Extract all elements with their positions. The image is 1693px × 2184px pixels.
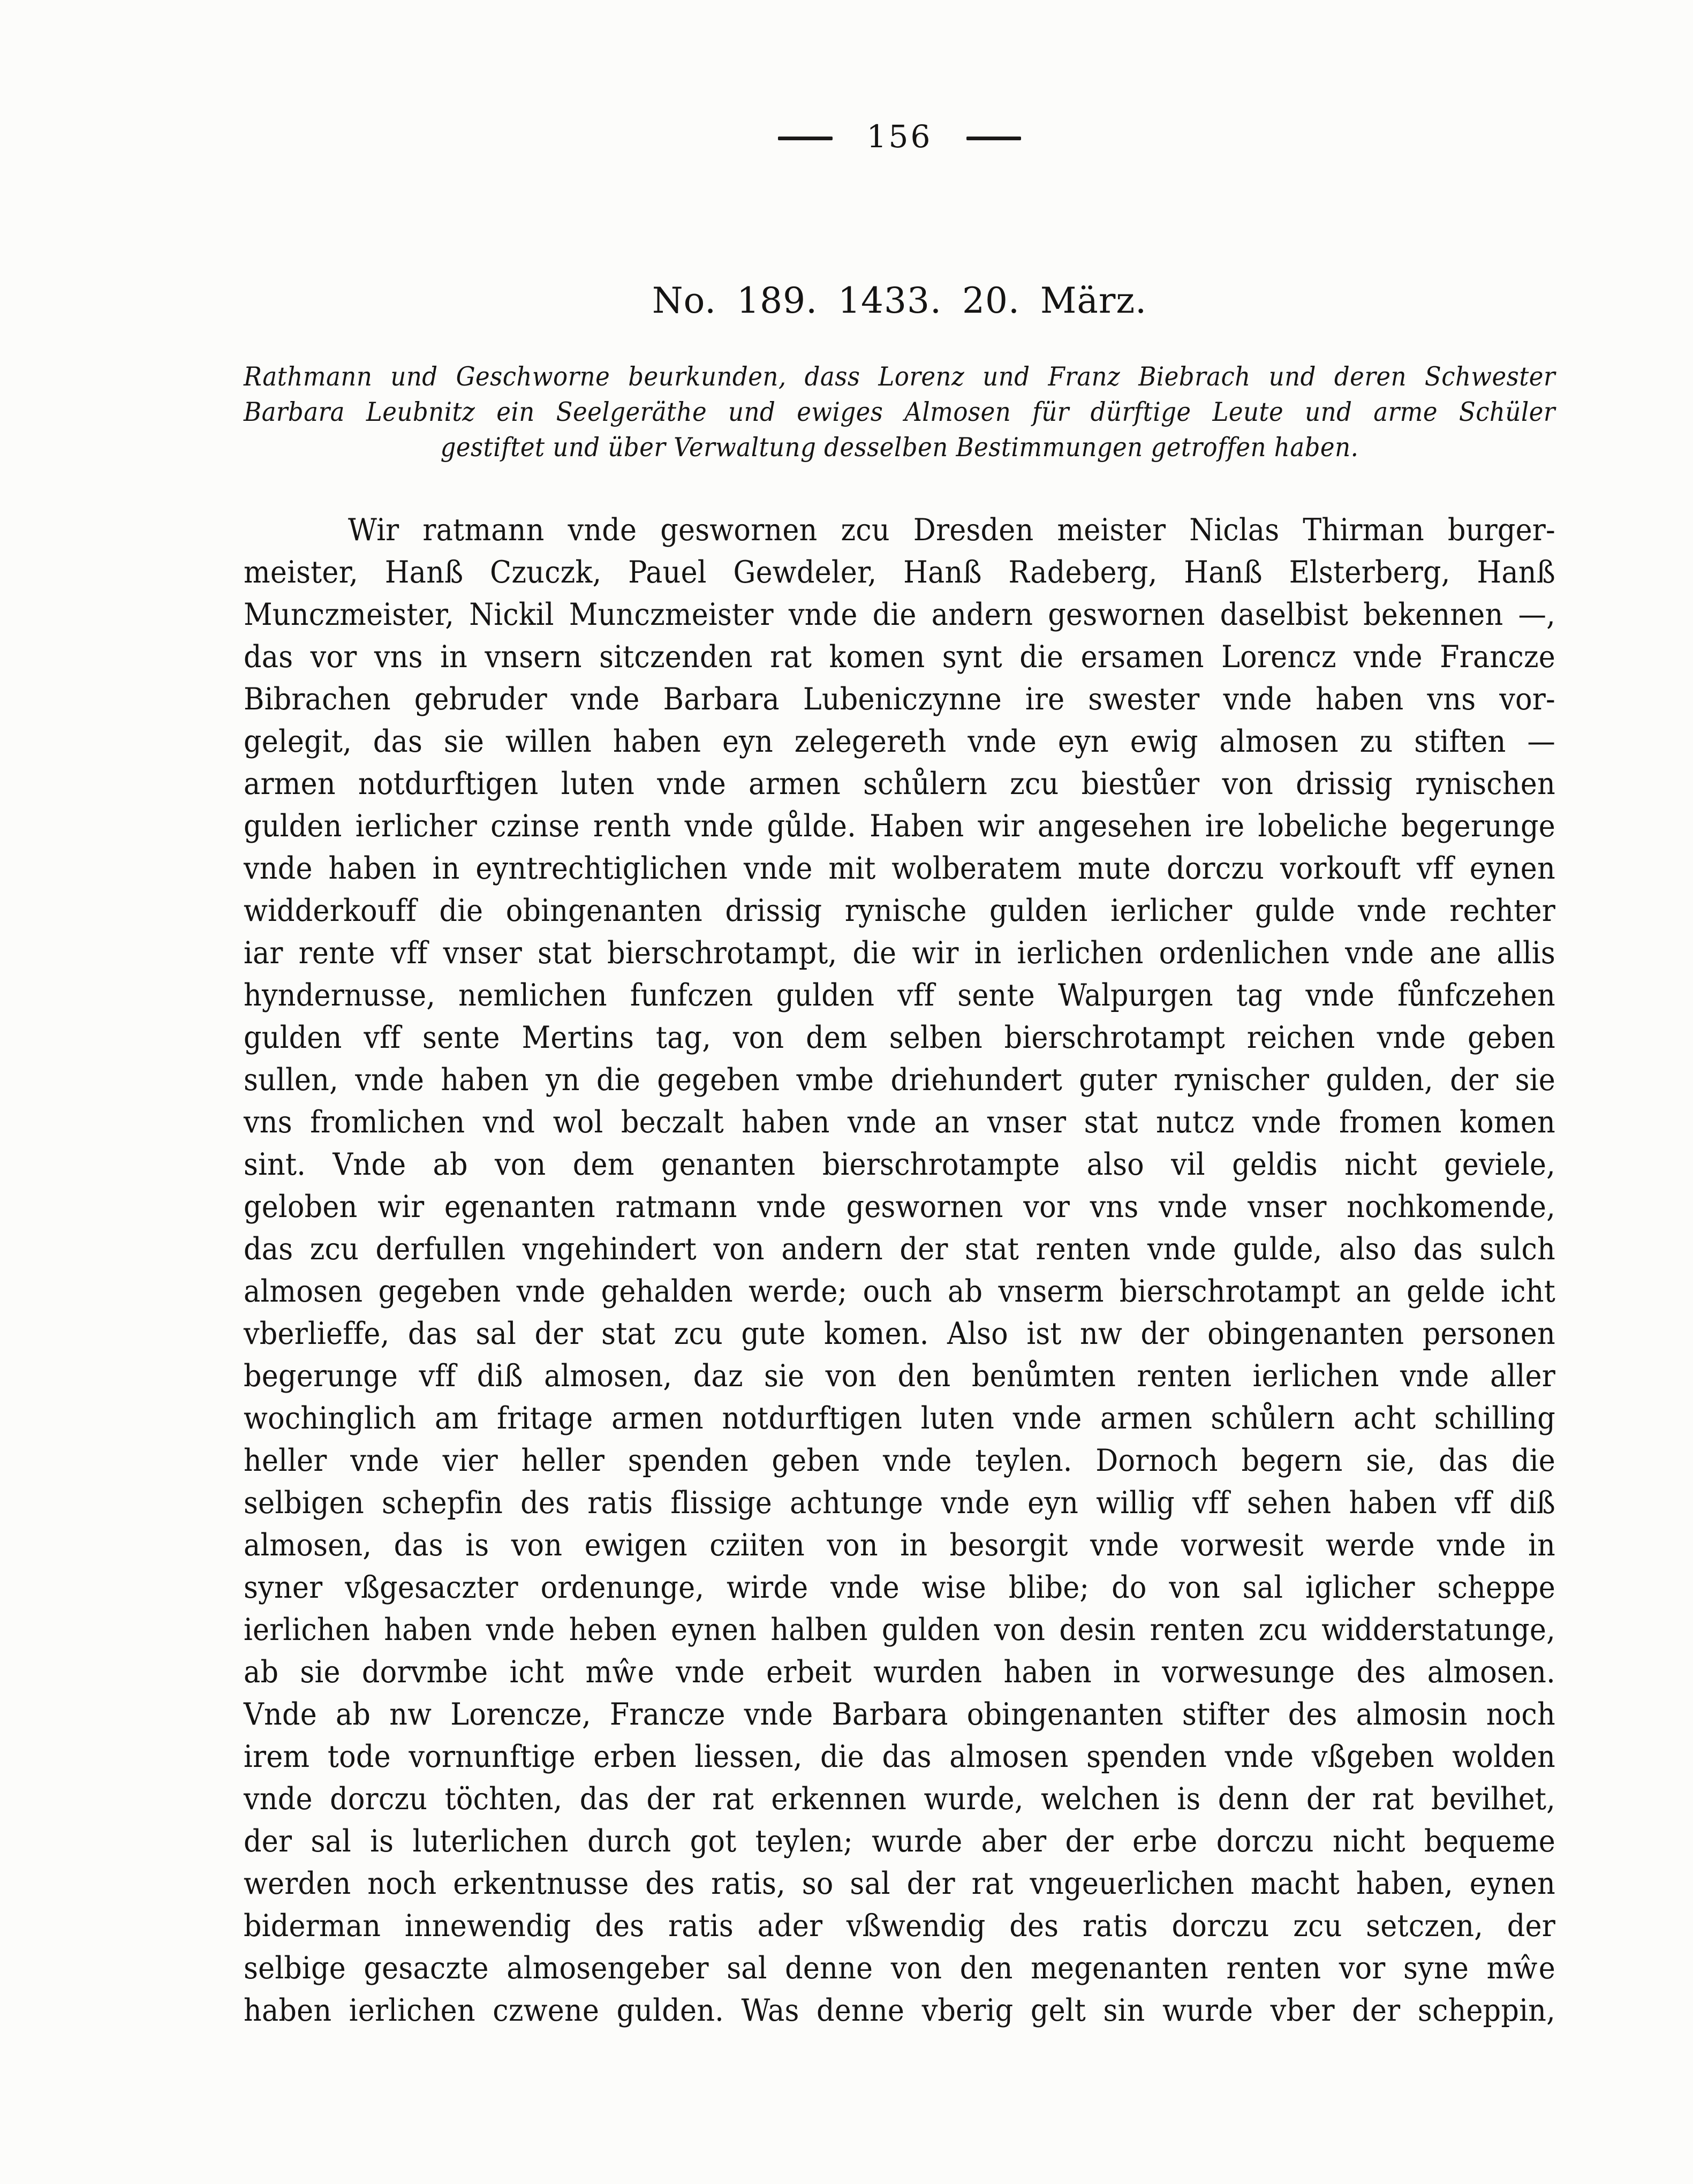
body-line: syner vßgesaczter ordenunge, wirde vnde wise blibe; do von sal iglicher scheppe — [244, 1569, 1555, 1605]
body-line: wochinglich am fritage armen notdurftigen luten vnde armen schůlern acht schilling — [244, 1400, 1555, 1436]
page-number: 156 — [866, 118, 933, 155]
body-line: werden noch erkentnusse des ratis, so sal der rat vngeuerlichen macht haben, eynen — [244, 1865, 1555, 1901]
body-line: ierlichen haben vnde heben eynen halben gulden von desin renten zcu widderstatunge, — [244, 1612, 1555, 1648]
body-line: das zcu derfullen vngehindert von andern der stat renten vnde gulde, also das sulch — [244, 1231, 1555, 1267]
body-text — [244, 509, 1555, 2032]
body-line: hyndernusse, nemlichen funfczen gulden vff sente Walpurgen tag vnde fůnfczehen — [244, 977, 1555, 1013]
body-line: gulden vff sente Mertins tag, von dem selben bierschrotampt reichen vnde geben — [244, 1019, 1555, 1055]
body-line: biderman innewendig des ratis ader vßwendig des ratis dorczu zcu setczen, der — [244, 1908, 1555, 1944]
body-line: almosen gegeben vnde gehalden werde; ouch ab vnserm bierschrotampt an gelde icht — [244, 1273, 1555, 1309]
body-line: begerunge vff diß almosen, daz sie von den benůmten renten ierlichen vnde aller — [244, 1358, 1555, 1394]
body-line: irem tode vornunftige erben liessen, die das almosen spenden vnde vßgeben wolden — [244, 1739, 1555, 1774]
body-line: ab sie dorvmbe icht mŵe vnde erbeit wurden haben in vorwesunge des almosen. — [244, 1654, 1555, 1690]
body-line: gelegit, das sie willen haben eyn zelegereth vnde eyn ewig almosen zu stiften — — [244, 723, 1555, 759]
body-line: sullen, vnde haben yn die gegeben vmbe driehundert guter rynischer gulden, der sie — [244, 1062, 1555, 1098]
body-line: Munczmeister, Nickil Munczmeister vnde die andern geswornen daselbist bekennen —, — [244, 596, 1555, 632]
body-line: meister, Hanß Czuczk, Pauel Gewdeler, Hanß Radeberg, Hanß Elsterberg, Hanß — [244, 554, 1555, 590]
body-line: geloben wir egenanten ratmann vnde geswornen vor vns vnde vnser nochkomende, — [244, 1189, 1555, 1225]
body-line: selbige gesaczte almosengeber sal denne von den megenanten renten vor syne mŵe — [244, 1950, 1555, 1986]
headnote — [244, 359, 1555, 465]
body-line: heller vnde vier heller spenden geben vnde teylen. Dornoch begern sie, das die — [244, 1442, 1555, 1478]
headnote-line: Barbara Leubnitz ein Seelgeräthe und ewiges Almosen für dürftige Leute und arme Schüler — [244, 396, 1555, 427]
body-line: armen notdurftigen luten vnde armen schůlern zcu biestůer von drissig rynischen — [244, 766, 1555, 802]
body-line: widderkouff die obingenanten drissig rynische gulden ierlicher gulde vnde rechter — [244, 893, 1555, 928]
headnote-line: Rathmann und Geschworne beurkunden, dass Lorenz und Franz Biebrach und deren Schwester — [244, 361, 1555, 392]
body-line: vberlieffe, das sal der stat zcu gute komen. Also ist nw der obingenanten personen — [244, 1316, 1555, 1351]
body-line: selbigen schepfin des ratis flissige achtunge vnde eyn willig vff sehen haben vff diß — [244, 1485, 1555, 1521]
body-line: vns fromlichen vnd wol beczalt haben vnde an vnser stat nutcz vnde fromen komen — [244, 1104, 1555, 1140]
body-line: der sal is luterlichen durch got teylen; wurde aber der erbe dorczu nicht bequeme — [244, 1823, 1555, 1859]
body-line: haben ierlichen czwene gulden. Was denne vberig gelt sin wurde vber der scheppin, — [244, 1992, 1555, 2028]
body-line: vnde dorczu töchten, das der rat erkennen wurde, welchen is denn der rat bevilhet, — [244, 1781, 1555, 1817]
body-line: iar rente vff vnser stat bierschrotampt, die wir in ierlichen ordenlichen vnde ane allis — [244, 935, 1555, 971]
page-number-row — [244, 118, 1555, 155]
body-line: Bibrachen gebruder vnde Barbara Lubeniczynne ire swester vnde haben vns vor- — [244, 681, 1555, 717]
page-number-dash-right — [966, 137, 1021, 140]
body-line: Wir ratmann vnde geswornen zcu Dresden meister Niclas Thirman burger- — [348, 512, 1555, 548]
body-line: vnde haben in eyntrechtiglichen vnde mit wolberatem mute dorczu vorkouft vff eynen — [244, 850, 1555, 886]
body-line: almosen, das is von ewigen cziiten von in besorgit vnde vorwesit werde vnde in — [244, 1527, 1555, 1563]
charter-heading: No. 189. 1433. 20. März. — [652, 280, 1147, 321]
body-line: Vnde ab nw Lorencze, Francze vnde Barbara obingenanten stifter des almosin noch — [244, 1696, 1555, 1732]
body-line: das vor vns in vnsern sitczenden rat komen synt die ersamen Lorencz vnde Francze — [244, 639, 1555, 675]
headnote-line: gestiftet und über Verwaltung desselben Bestimmungen getroffen haben. — [440, 432, 1359, 463]
page-number-dash-left — [778, 137, 833, 140]
body-line: gulden ierlicher czinse renth vnde gůlde. Haben wir angesehen ire lobeliche begerunge — [244, 808, 1555, 844]
text-column — [244, 0, 1555, 2032]
body-line: sint. Vnde ab von dem genanten bierschrotampte also vil geldis nicht geviele, — [244, 1146, 1555, 1182]
